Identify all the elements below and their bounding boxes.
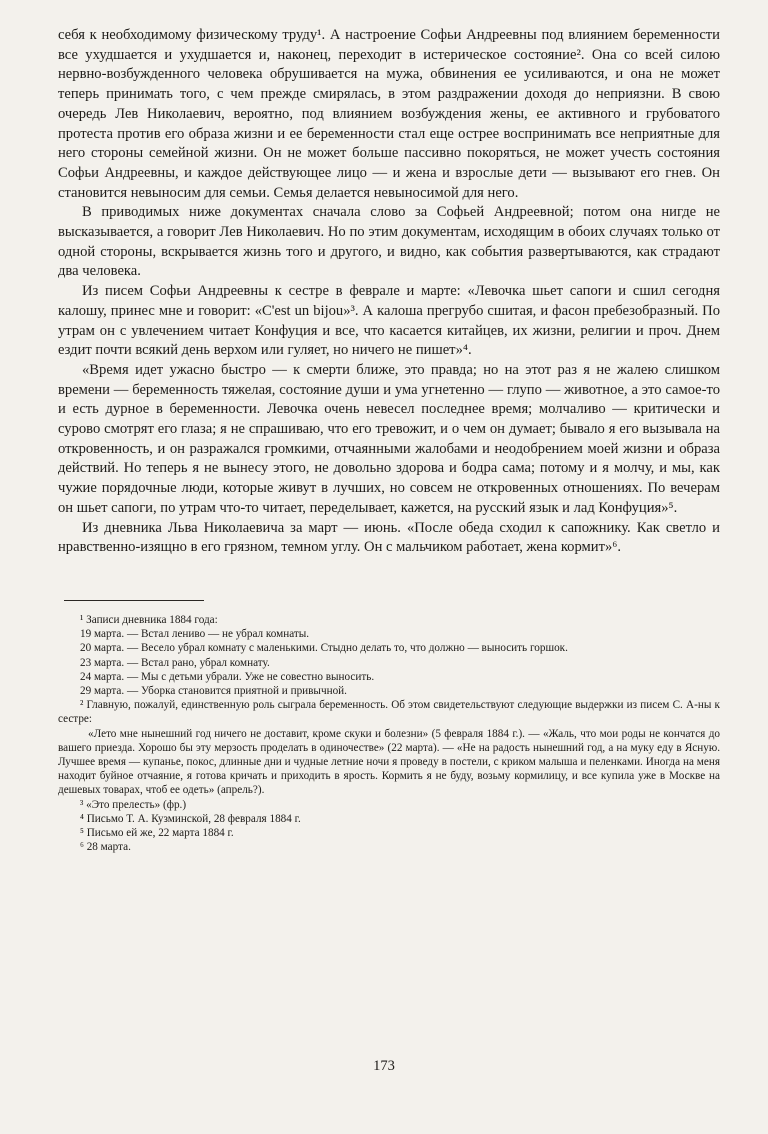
page-number: 173 [373,1058,395,1074]
paragraph: себя к необходимому физическому труду¹. А настроение Софьи Андреевны под влиянием беременности все ухудшается и ухудшается и, наконец, переходит в истерическое состояние². Она со всей силою нервно-возбужденного человека обрушивается на мужа, обвинения ее усиливаются, и она не может теперь принимать того, с чем прежде смирялась, в этом раздражении доходя до неприязни. В свою очередь Лев Николаевич, вероятно, под влиянием возбуждения жены, ее активного и грубоватого протеста против его образа жизни и ее беременности стал еще острее воспринимать все неприятные для него стороны семейной жизни. Он не может больше пассивно покоряться, не может учесть состояния Софьи Андреевны, и каждое действующее лицо — и жена и взрослые дети — вызывают его гнев. Он становится невыносим для семьи. Семья делается невыносимой для него. [58,27,720,201]
footnote: «Лето мне нынешний год ничего не доставит, кроме скуки и болезни» (5 февраля 1884 г.). — «Жаль, что мои роды не кончатся до вашего приезда. Хорошо бы эту мерзость проделать в одиночестве» (22 марта). — «Не на радость нынешний год, а на муку еду в Ясную. Лучшее время — купанье, покос, длинные дни и чудные летние ночи я проведу в постели, с криком малыша и пеленками. Иногда на меня находит буйное отчаяние, я готова кричать и приходить в ярость. Кормить я не буду, возьму кормилицу, и все купила уже в Москве на дешевых товарах, чтоб ее одеть» (апрель?). [58,727,720,797]
footnote: ³ «Это прелесть» (фр.) [80,798,187,811]
footnote: 19 марта. — Встал лениво — не убрал комнаты. [80,628,310,641]
footnote-divider [64,600,204,601]
footnote: ¹ Записи дневника 1884 года: [80,613,218,626]
footnote: 24 марта. — Мы с детьми убрали. Уже не совестно выносить. [80,670,375,683]
footnote: 29 марта. — Уборка становится приятной и привычной. [80,685,347,697]
footnote: ⁶ 28 марта. [80,841,131,854]
main-text [58,26,720,558]
paragraph: Из дневника Льва Николаевича за март — июнь. «После обеда сходил к сапожнику. Как светло и нравственно-изящно в его грязном, темном углу. Он с мальчиком работает, жена кормит»⁶. [58,519,720,556]
paragraph: «Время идет ужасно быстро — к смерти ближе, это правда; но на этот раз я не жалею слишком времени — беременность тяжелая, состояние души и ума угнетенно — глупо — животное, а это самое-то и есть дурное в беременности. Левочка очень невесел последнее время; молчаливо — критически и сурово смотрят его глаза; я не спрашиваю, что его тревожит, и о чем он думает; бывало я его вызывала на откровенность, и он разражался громкими, отчаянными жалобами и неодобрением моей жизни и образа действий. Но теперь я не вынесу этого, не довольно здорова и бодра сама; потому и я молчу, и мы, как чужие порядочные люди, которые живут в лучших, но совсем не откровенных отношениях. По вечерам он шьет сапоги, по утрам что-то читает, переделывает, кажется, на русский язык и лад Конфуция»⁵. [58,361,720,516]
footnote: ⁵ Письмо ей же, 22 марта 1884 г. [80,827,234,840]
paragraph: Из писем Софьи Андреевны к сестре в феврале и марте: «Левочка шьет сапоги и сшил сегодня калошу, принес мне и говорит: «C'est un bijou»³. А калоша прегрубо сшитая, и фасон пребезобразный. По утрам он с увлечением читает Конфуция и все, что касается китайцев, их жизни, религии и проч. Днем ездит почти всякий день верхом или гуляет, но ничего не пишет»⁴. [58,283,720,359]
footnotes [58,613,720,854]
footnote: 20 марта. — Весело убрал комнату с маленькими. Стыдно делать то, что должно — выносить горшок. [80,642,568,655]
paragraph: В приводимых ниже документах сначала слово за Софьей Андреевной; потом она нигде не высказывается, а говорит Лев Николаевич. Но по этим документам, исходящим в обоих случаях только от одной стороны, вскрывается жизнь того и другого, и видно, как события развертываются, как страдают два человека. [58,204,720,280]
footnote: ⁴ Письмо Т. А. Кузминской, 28 февраля 1884 г. [80,812,301,825]
footnote: 23 марта. — Встал рано, убрал комнату. [80,656,270,669]
footnote: ² Главную, пожалуй, единственную роль сыграла беременность. Об этом свидетельствуют следующие выдержки из писем С. А-ны к сестре: [58,699,720,726]
